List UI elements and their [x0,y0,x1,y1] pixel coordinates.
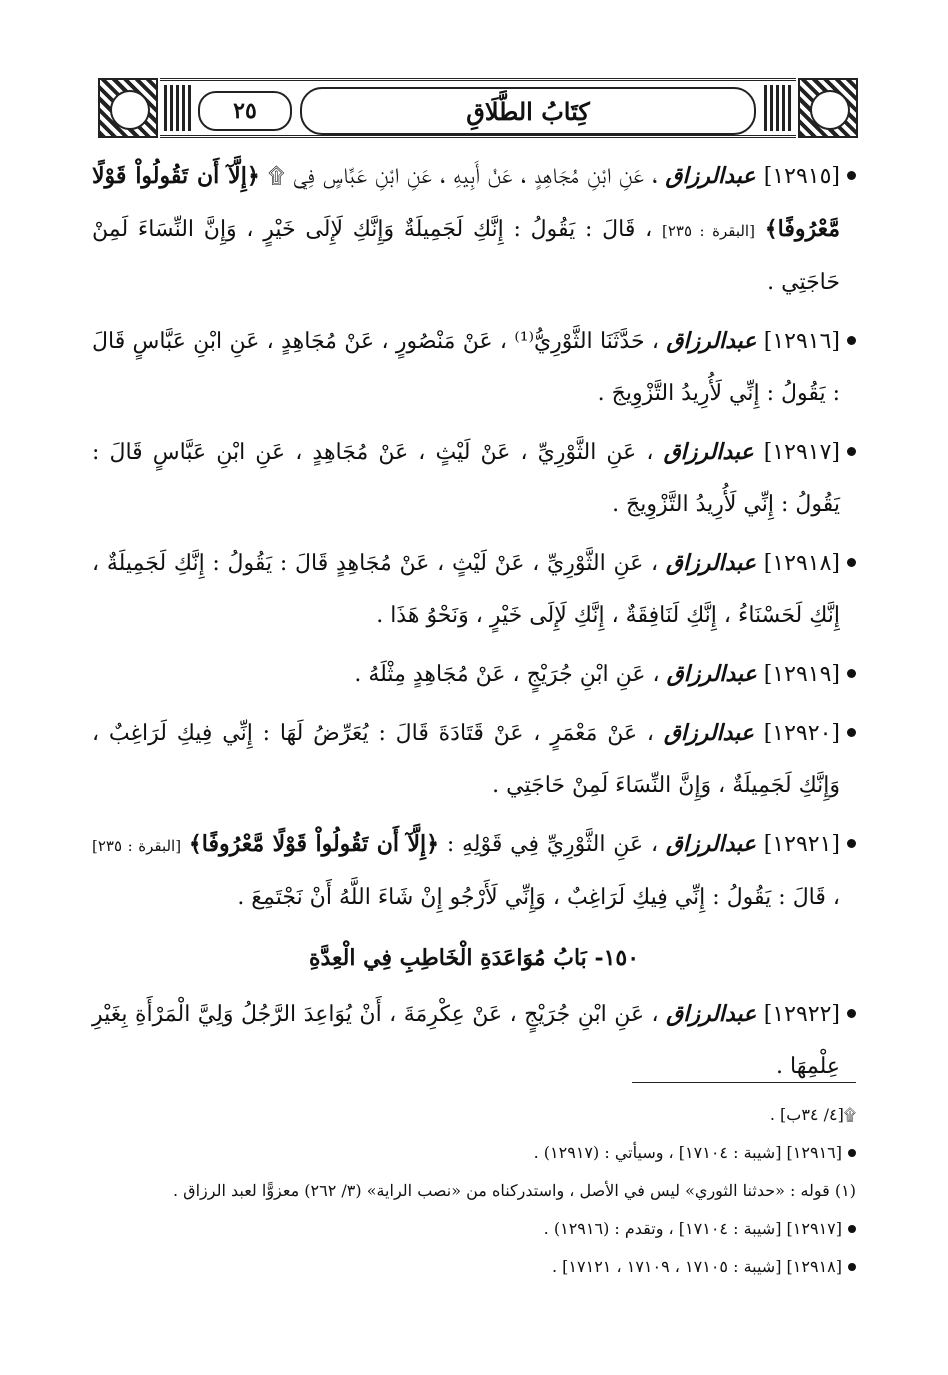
footnote-item [92,1172,856,1210]
hadith-entry [92,537,856,642]
hadith-text: ، عَنِ ابْنِ جُرَيْجٍ ، عَنْ مُجَاهِدٍ مِثْلَهُ . [354,662,660,687]
hadith-number: [١٢٩١٥] [763,164,840,189]
bullet-icon [848,1263,856,1271]
hadith-entry [92,648,856,701]
hadith-number: [١٢٩٢٢] [763,1002,841,1027]
narrator-name: عبدالرزاق [663,439,754,465]
hadith-entry [92,818,856,924]
hadith-text: ، عَنْ مَعْمَرٍ ، عَنْ قَتَادَةَ قَالَ : يُعَرِّضُ لَهَا : إِنِّي فِيكِ لَرَاغِبٌ ، وَإِنَّكِ لَجَمِيلَةٌ ، وَإِنَّ النِّسَاءَ لَمِنْ حَاجَتِي . [92,721,840,798]
header-decoration-left [164,85,192,131]
hadith-number: [١٢٩٢٠] [763,721,840,746]
quran-quote: ﴿إِلَّآ أَن تَقُولُواْ قَوْلًا مَّعْرُوفًا﴾ [188,831,440,857]
narrator-name: عبدالرزاق [666,1001,757,1027]
hadith-entry [92,707,856,812]
book-title: كِتَابُ الطَّلَاقِ [300,87,756,135]
footnotes [92,1096,856,1286]
narrator-name: عبدالرزاق [665,831,756,857]
bullet-icon [847,728,856,737]
header-bar [160,78,796,138]
bullet-icon [847,171,856,180]
chapter-heading: ١٥٠- بَابُ مُوَاعَدَةِ الْخَاطِبِ فِي الْعِدَّةِ [308,945,640,971]
bullet-icon [848,1149,856,1157]
hadith-text: ، عَنِ ابْنِ جُرَيْجٍ ، عَنْ عِكْرِمَةَ ، أَنْ يُوَاعِدَ الرَّجُلُ وَلِيَّ الْمَرْأَةِ بِغَيْرِ عِلْمِهَا . [92,1002,840,1079]
footnote-item [92,1134,856,1172]
narrator-name: عبدالرزاق [663,720,754,746]
bullet-icon [847,839,856,848]
hadith-number: [١٢٩١٩] [763,662,840,687]
quran-source: [البقرة : ٢٣٥] [92,837,182,855]
hadith-entry [92,988,856,1093]
footnote-text: (١) قوله : «حدثنا الثوري» ليس في الأصل ، واستدركناه من «نصب الراية» (٣/ ٢٦٢) معزوًّا لعبد الرزاق . [172,1181,856,1200]
hadith-entry [92,150,856,309]
narrator-name: عبدالرزاق [665,550,756,576]
hadith-text: ، قَالَ : يَقُولُ : إِنِّي فِيكِ لَرَاغِبٌ ، وَإِنِّي لَأَرْجُو إِنْ شَاءَ اللَّهُ أَنْ نَجْتَمِعَ . [237,885,840,910]
header-decoration-right [764,85,792,131]
folio-marker: ۩[٤/ ٣٤ب] . [769,1105,856,1124]
footnote-text: [١٢٩١٨] [شيبة : ١٧١٠٥ ، ١٧١٠٩ ، ١٧١٢١] . [551,1257,842,1276]
quran-quote: ﴿إِلَّآ أَن تَقُولُواْ قَوْلًا مَّعْرُوفًا﴾ [92,163,840,242]
footnote-divider [632,1082,856,1083]
bullet-icon [847,336,856,345]
bullet-icon [847,1009,856,1018]
bullet-icon [847,447,856,456]
bullet-icon [847,558,856,567]
page-header [98,78,858,138]
header-logo [798,78,858,138]
hadith-text: ، عَنِ الثَّوْرِيِّ ، عَنْ لَيْثٍ ، عَنْ مُجَاهِدٍ ، عَنِ ابْنِ عَبَّاسٍ قَالَ : يَقُولُ : إِنِّي لَأُرِيدُ التَّزْوِيجَ . [92,440,840,517]
narrator-name: عبدالرزاق [665,163,756,189]
hadith-text: ، عَنِ الثَّوْرِيِّ ، عَنْ لَيْثٍ ، عَنْ مُجَاهِدٍ قَالَ : يَقُولُ : إِنَّكِ لَجَمِيلَةٌ ، إِنَّكِ لَحَسْنَاءُ ، إِنَّكِ لَنَافِقَةٌ ، إِنَّكِ لَإِلَى خَيْرٍ ، وَنَحْوُ هَذَا . [92,551,840,628]
header-ornament-left [98,78,158,138]
hadith-number: [١٢٩٢١] [763,832,841,857]
quran-source: [البقرة : ٢٣٥] [661,222,755,240]
hadith-number: [١٢٩١٦] [763,329,841,354]
footnote-text: [١٢٩١٦] [شيبة : ١٧١٠٤] ، وسيأتي : (١٢٩١٧) . [533,1143,842,1162]
hadith-text: ، قَالَ : يَقُولُ : إِنَّكِ لَجَمِيلَةٌ وَإِنَّكِ لَإِلَى خَيْرٍ ، وَإِنَّ النِّسَاءَ لَمِنْ حَاجَتِي . [92,217,840,295]
narrator-name: عبدالرزاق [666,661,757,687]
hadith-text: ، حَدَّثَنَا الثَّوْرِيُّ⁽¹⁾ ، عَنْ مَنْصُورٍ ، عَنْ مُجَاهِدٍ ، عَنِ ابْنِ عَبَّاسٍ قَالَ : يَقُولُ : إِنِّي لَأُرِيدُ التَّزْوِيجَ . [92,329,840,406]
hadith-number: [١٢٩١٧] [763,440,841,465]
hadith-text: ، عَنِ ابْنِ مُجَاهِدٍ ، عَنْ أَبِيهِ ، عَنِ ابْنِ عَبَّاسٍ فِي ۩ [267,164,658,189]
main-text [92,150,856,1093]
page-number: ٢٥ [198,91,292,131]
bullet-icon [848,1225,856,1233]
footnote-item [92,1248,856,1286]
hadith-entry [92,315,856,420]
footnote-text: [١٢٩١٧] [شيبة : ١٧١٠٤] ، وتقدم : (١٢٩١٦) . [543,1219,842,1238]
hadith-number: [١٢٩١٨] [763,551,840,576]
ornament-medallion [110,90,150,130]
logo-medallion [810,90,850,130]
footnote-item [92,1210,856,1248]
narrator-name: عبدالرزاق [666,328,757,354]
hadith-entry [92,426,856,531]
hadith-text: ، عَنِ الثَّوْرِيِّ فِي قَوْلِهِ : [446,832,659,857]
bullet-icon [847,669,856,678]
